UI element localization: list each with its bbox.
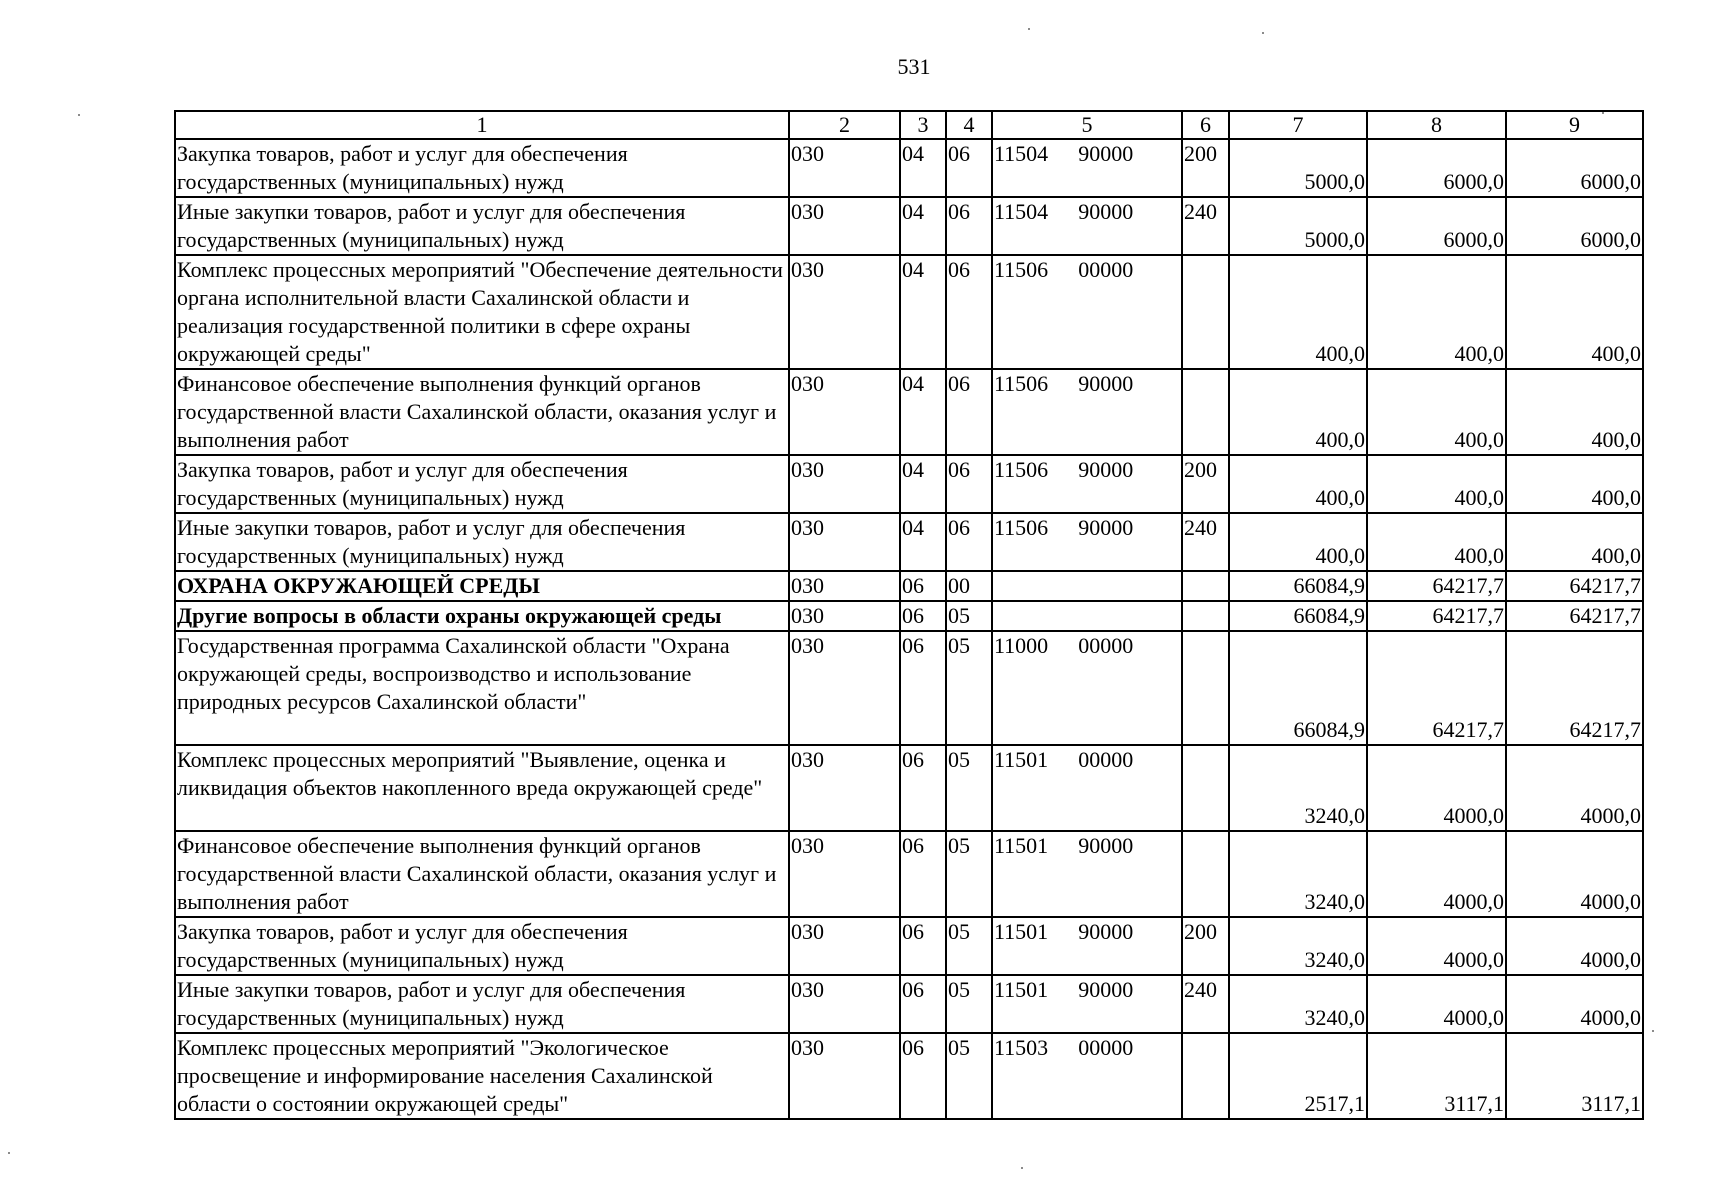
row-code-admin: 030	[789, 369, 900, 455]
row-amount-year3: 6000,0	[1506, 197, 1643, 255]
table-row	[175, 917, 1643, 975]
row-amount-year2: 64217,7	[1367, 601, 1506, 631]
table-row	[175, 455, 1643, 513]
row-code-expense-type	[1182, 255, 1229, 369]
row-amount-year3: 64217,7	[1506, 601, 1643, 631]
row-code-section: 06	[900, 831, 946, 917]
row-code-section: 04	[900, 455, 946, 513]
row-name: Комплекс процессных мероприятий "Выявление, оценка и ликвидация объектов накопленного вреда окружающей среде"	[175, 745, 789, 831]
row-amount-year3: 4000,0	[1506, 975, 1643, 1033]
row-amount-year1: 5000,0	[1229, 197, 1367, 255]
row-code-direction: 00000	[1078, 633, 1134, 658]
row-amount-year2: 64217,7	[1367, 631, 1506, 745]
row-code-admin: 030	[789, 745, 900, 831]
row-amount-year2: 400,0	[1367, 455, 1506, 513]
row-code-subsection: 05	[946, 601, 992, 631]
row-code-subsection: 05	[946, 631, 992, 745]
row-code-admin: 030	[789, 255, 900, 369]
row-code-expense-type	[1182, 1033, 1229, 1119]
table-row	[175, 571, 1643, 601]
row-code-target-article	[992, 197, 1182, 255]
table-row	[175, 139, 1643, 197]
page-number: 531	[897, 54, 931, 79]
row-code-section: 06	[900, 975, 946, 1033]
row-code-program: 11501	[994, 747, 1049, 772]
row-name: Другие вопросы в области охраны окружающей среды	[175, 601, 789, 631]
row-code-target-article	[992, 631, 1182, 745]
row-code-section: 06	[900, 745, 946, 831]
row-amount-year1: 2517,1	[1229, 1033, 1367, 1119]
row-amount-year1: 3240,0	[1229, 745, 1367, 831]
row-amount-year3: 400,0	[1506, 455, 1643, 513]
row-code-admin: 030	[789, 571, 900, 601]
row-amount-year1: 400,0	[1229, 455, 1367, 513]
row-code-subsection: 05	[946, 1033, 992, 1119]
row-code-expense-type	[1182, 369, 1229, 455]
row-code-subsection: 06	[946, 197, 992, 255]
row-amount-year1: 3240,0	[1229, 917, 1367, 975]
column-header: 6	[1182, 111, 1229, 139]
row-code-direction: 90000	[1078, 515, 1134, 540]
row-amount-year3: 400,0	[1506, 513, 1643, 571]
row-code-direction: 90000	[1078, 457, 1134, 482]
row-code-section: 06	[900, 917, 946, 975]
row-code-program: 11504	[994, 141, 1049, 166]
table-row	[175, 369, 1643, 455]
row-code-expense-type: 240	[1182, 975, 1229, 1033]
row-amount-year3: 3117,1	[1506, 1033, 1643, 1119]
row-amount-year1: 66084,9	[1229, 571, 1367, 601]
row-code-target-article	[992, 455, 1182, 513]
row-code-admin: 030	[789, 831, 900, 917]
row-code-program: 11506	[994, 515, 1049, 540]
row-code-expense-type: 200	[1182, 139, 1229, 197]
row-amount-year2: 6000,0	[1367, 139, 1506, 197]
row-code-admin: 030	[789, 975, 900, 1033]
row-code-direction: 90000	[1078, 371, 1134, 396]
row-amount-year3: 6000,0	[1506, 139, 1643, 197]
row-amount-year2: 400,0	[1367, 369, 1506, 455]
row-amount-year1: 3240,0	[1229, 975, 1367, 1033]
row-name: Государственная программа Сахалинской области "Охрана окружающей среды, воспроизводство и использование природных ресурсов Сахалинской области"	[175, 631, 789, 745]
row-code-admin: 030	[789, 631, 900, 745]
row-amount-year3: 4000,0	[1506, 831, 1643, 917]
row-code-subsection: 06	[946, 255, 992, 369]
row-code-target-article	[992, 601, 1182, 631]
column-header: 1	[175, 111, 789, 139]
row-name: Комплекс процессных мероприятий "Обеспечение деятельности органа исполнительной власти Сахалинской области и реализация государственной политики в сфере охраны окружающей среды"	[175, 255, 789, 369]
row-code-direction: 00000	[1078, 257, 1134, 282]
row-name: Закупка товаров, работ и услуг для обеспечения государственных (муниципальных) нужд	[175, 139, 789, 197]
row-amount-year2: 400,0	[1367, 255, 1506, 369]
table-row	[175, 831, 1643, 917]
row-code-target-article	[992, 831, 1182, 917]
row-code-subsection: 06	[946, 455, 992, 513]
row-code-subsection: 05	[946, 745, 992, 831]
table-row	[175, 975, 1643, 1033]
column-header: 9	[1506, 111, 1643, 139]
row-code-direction: 90000	[1078, 919, 1134, 944]
row-code-expense-type	[1182, 601, 1229, 631]
row-code-admin: 030	[789, 601, 900, 631]
row-code-program: 11503	[994, 1035, 1049, 1060]
row-code-target-article	[992, 1033, 1182, 1119]
row-amount-year2: 4000,0	[1367, 831, 1506, 917]
row-code-target-article	[992, 571, 1182, 601]
row-code-program: 11000	[994, 633, 1049, 658]
row-amount-year3: 64217,7	[1506, 571, 1643, 601]
row-code-subsection: 05	[946, 917, 992, 975]
table-row	[175, 197, 1643, 255]
row-amount-year2: 4000,0	[1367, 917, 1506, 975]
row-code-section: 04	[900, 369, 946, 455]
row-code-section: 04	[900, 513, 946, 571]
row-amount-year2: 3117,1	[1367, 1033, 1506, 1119]
row-code-section: 06	[900, 601, 946, 631]
column-header: 7	[1229, 111, 1367, 139]
row-code-target-article	[992, 513, 1182, 571]
budget-table	[174, 110, 1644, 1120]
row-code-program: 11501	[994, 977, 1049, 1002]
row-code-subsection: 00	[946, 571, 992, 601]
row-code-subsection: 06	[946, 513, 992, 571]
row-amount-year3: 4000,0	[1506, 745, 1643, 831]
row-amount-year2: 64217,7	[1367, 571, 1506, 601]
row-code-admin: 030	[789, 513, 900, 571]
row-code-subsection: 05	[946, 975, 992, 1033]
row-code-target-article	[992, 745, 1182, 831]
row-code-direction: 90000	[1078, 833, 1134, 858]
table-row	[175, 513, 1643, 571]
row-amount-year2: 6000,0	[1367, 197, 1506, 255]
table-row	[175, 745, 1643, 831]
column-header: 4	[946, 111, 992, 139]
row-code-direction: 00000	[1078, 747, 1134, 772]
row-amount-year3: 64217,7	[1506, 631, 1643, 745]
row-code-section: 04	[900, 197, 946, 255]
row-code-expense-type: 240	[1182, 197, 1229, 255]
row-amount-year3: 400,0	[1506, 255, 1643, 369]
row-name: Иные закупки товаров, работ и услуг для обеспечения государственных (муниципальных) нужд	[175, 197, 789, 255]
column-header: 5	[992, 111, 1182, 139]
row-amount-year3: 400,0	[1506, 369, 1643, 455]
row-amount-year2: 4000,0	[1367, 975, 1506, 1033]
column-header: 2	[789, 111, 900, 139]
row-code-expense-type	[1182, 745, 1229, 831]
row-name: Комплекс процессных мероприятий "Экологическое просвещение и информирование населения Сахалинской области о состоянии окружающей среды"	[175, 1033, 789, 1119]
row-code-subsection: 06	[946, 139, 992, 197]
row-code-expense-type: 240	[1182, 513, 1229, 571]
table-row	[175, 255, 1643, 369]
column-header: 3	[900, 111, 946, 139]
row-code-admin: 030	[789, 917, 900, 975]
row-code-target-article	[992, 255, 1182, 369]
row-code-program: 11501	[994, 833, 1049, 858]
row-code-section: 06	[900, 1033, 946, 1119]
row-amount-year2: 4000,0	[1367, 745, 1506, 831]
row-code-subsection: 05	[946, 831, 992, 917]
row-code-target-article	[992, 139, 1182, 197]
column-header: 8	[1367, 111, 1506, 139]
row-code-program: 11501	[994, 919, 1049, 944]
row-amount-year1: 400,0	[1229, 513, 1367, 571]
row-code-program: 11506	[994, 257, 1049, 282]
row-code-admin: 030	[789, 197, 900, 255]
row-code-target-article	[992, 917, 1182, 975]
row-code-direction: 90000	[1078, 977, 1134, 1002]
row-code-admin: 030	[789, 1033, 900, 1119]
row-name: Иные закупки товаров, работ и услуг для обеспечения государственных (муниципальных) нужд	[175, 975, 789, 1033]
row-amount-year1: 400,0	[1229, 255, 1367, 369]
row-code-direction: 00000	[1078, 1035, 1134, 1060]
row-code-direction: 90000	[1078, 141, 1134, 166]
row-code-section: 04	[900, 255, 946, 369]
row-amount-year3: 4000,0	[1506, 917, 1643, 975]
row-amount-year1: 66084,9	[1229, 631, 1367, 745]
row-amount-year1: 5000,0	[1229, 139, 1367, 197]
row-code-section: 06	[900, 571, 946, 601]
row-code-expense-type	[1182, 631, 1229, 745]
row-code-direction: 90000	[1078, 199, 1134, 224]
row-name: Закупка товаров, работ и услуг для обеспечения государственных (муниципальных) нужд	[175, 455, 789, 513]
row-code-expense-type: 200	[1182, 455, 1229, 513]
row-amount-year2: 400,0	[1367, 513, 1506, 571]
table-header-row	[175, 111, 1643, 139]
table-row	[175, 631, 1643, 745]
row-code-expense-type	[1182, 571, 1229, 601]
row-code-admin: 030	[789, 139, 900, 197]
row-name: Закупка товаров, работ и услуг для обеспечения государственных (муниципальных) нужд	[175, 917, 789, 975]
row-code-expense-type: 200	[1182, 917, 1229, 975]
row-name: Финансовое обеспечение выполнения функций органов государственной власти Сахалинской области, оказания услуг и выполнения работ	[175, 369, 789, 455]
row-name: Иные закупки товаров, работ и услуг для обеспечения государственных (муниципальных) нужд	[175, 513, 789, 571]
row-name: Финансовое обеспечение выполнения функций органов государственной власти Сахалинской области, оказания услуг и выполнения работ	[175, 831, 789, 917]
row-amount-year1: 66084,9	[1229, 601, 1367, 631]
row-code-program: 11506	[994, 457, 1049, 482]
table-row	[175, 601, 1643, 631]
row-code-target-article	[992, 369, 1182, 455]
row-code-target-article	[992, 975, 1182, 1033]
row-amount-year1: 3240,0	[1229, 831, 1367, 917]
row-code-expense-type	[1182, 831, 1229, 917]
row-code-section: 06	[900, 631, 946, 745]
table-row	[175, 1033, 1643, 1119]
row-name: ОХРАНА ОКРУЖАЮЩЕЙ СРЕДЫ	[175, 571, 789, 601]
row-code-subsection: 06	[946, 369, 992, 455]
row-code-program: 11506	[994, 371, 1049, 396]
row-code-section: 04	[900, 139, 946, 197]
row-amount-year1: 400,0	[1229, 369, 1367, 455]
row-code-admin: 030	[789, 455, 900, 513]
row-code-program: 11504	[994, 199, 1049, 224]
